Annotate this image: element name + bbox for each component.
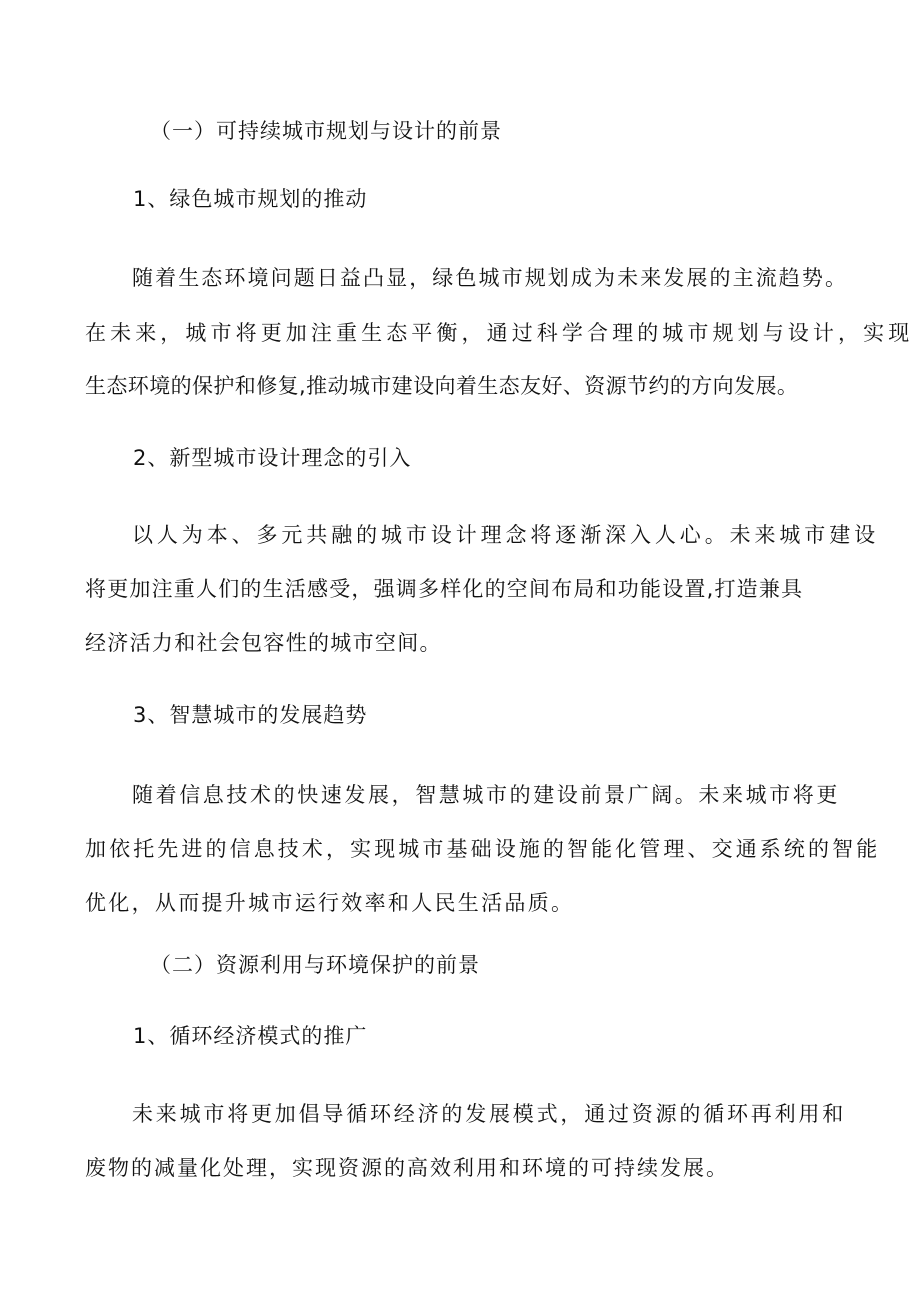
paragraph-3-line-3: 优化，从而提升城市运行效率和人民生活品质。 bbox=[85, 891, 575, 915]
paragraph-3-line-2: 加依托先进的信息技术，实现城市基础设施的智能化管理、交通系统的智能 bbox=[85, 837, 881, 861]
paragraph-1-line-1: 随着生态环境问题日益凸显，绿色城市规划成为未来发展的主流趋势。 bbox=[132, 266, 849, 290]
paragraph-2-line-1: 以人为本、多元共融的城市设计理念将逐渐深入人心。未来城市建设 bbox=[132, 523, 879, 547]
paragraph-1-line-2: 在未来，城市将更加注重生态平衡，通过科学合理的城市规划与设计，实现 bbox=[85, 321, 914, 345]
paragraph-4-line-1: 未来城市将更加倡导循环经济的发展模式，通过资源的循环再利用和 bbox=[132, 1102, 846, 1126]
heading-1: 1、绿色城市规划的推动 bbox=[133, 187, 368, 211]
paragraph-2-line-2: 将更加注重人们的生活感受，强调多样化的空间布局和功能设置,打造兼具 bbox=[85, 577, 804, 601]
section-title-2: （二）资源利用与环境保护的前景 bbox=[150, 953, 480, 977]
paragraph-3-line-1: 随着信息技术的快速发展，智慧城市的建设前景广阔。未来城市将更 bbox=[132, 783, 840, 807]
paragraph-1-line-3: 生态环境的保护和修复,推动城市建设向着生态友好、资源节约的方向发展。 bbox=[85, 374, 799, 398]
paragraph-4-line-2: 废物的减量化处理，实现资源的高效利用和环境的可持续发展。 bbox=[85, 1156, 729, 1180]
heading-4: 1、循环经济模式的推广 bbox=[133, 1024, 368, 1048]
paragraph-2-line-3: 经济活力和社会包容性的城市空间。 bbox=[85, 631, 442, 655]
heading-3: 3、智慧城市的发展趋势 bbox=[133, 703, 368, 727]
heading-2: 2、新型城市设计理念的引入 bbox=[133, 446, 412, 470]
section-title-1: （一）可持续城市规划与设计的前景 bbox=[150, 119, 502, 143]
